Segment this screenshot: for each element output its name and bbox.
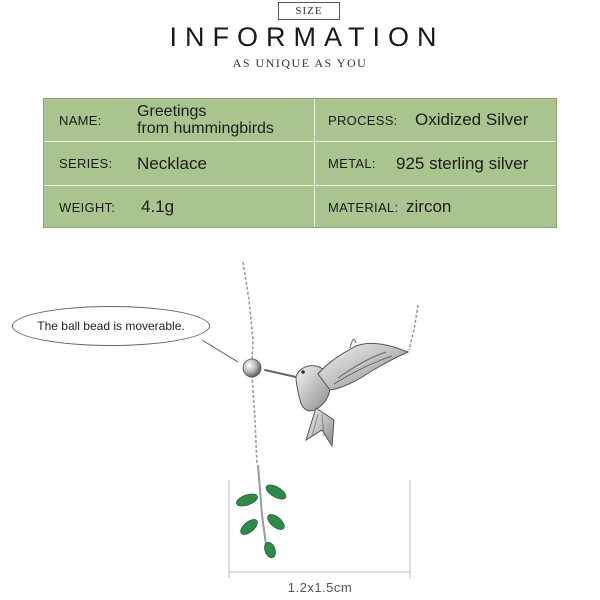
right-chain (409, 305, 418, 350)
callout-pointer (202, 340, 238, 362)
name-label: NAME: (59, 112, 102, 128)
process-value: Oxidized Silver (415, 110, 529, 129)
spec-table (43, 98, 557, 228)
metal-label: METAL: (328, 156, 376, 171)
column-divider (314, 99, 315, 227)
material-label: MATERIAL: (328, 199, 399, 215)
page-subtitle: AS UNIQUE AS YOU (232, 56, 368, 70)
process-label: PROCESS: (328, 112, 398, 128)
name-value-line2: from hummingbirds (137, 120, 274, 137)
necklace-illustration (0, 240, 600, 600)
weight-value: 4.1g (141, 197, 175, 216)
size-tag: SIZE (278, 2, 340, 20)
leaf-branch-icon (235, 465, 288, 559)
weight-label: WEIGHT: (59, 199, 116, 215)
series-label: SERIES: (59, 156, 113, 171)
dimension-label: 1.2x1.5cm (287, 580, 353, 595)
ball-bead-callout: The ball bead is moverable. (12, 306, 210, 346)
hummingbird-icon (265, 339, 408, 446)
material-value: zircon (406, 197, 452, 216)
metal-value: 925 sterling silver (396, 153, 529, 173)
row-divider (44, 185, 556, 186)
ball-bead (243, 359, 261, 377)
name-value (137, 99, 274, 141)
series-value: Necklace (137, 153, 207, 173)
name-value-line1: Greetings (137, 103, 207, 120)
left-chain (243, 262, 253, 362)
page-title: INFORMATION (169, 22, 445, 52)
drop-chain (252, 375, 257, 465)
